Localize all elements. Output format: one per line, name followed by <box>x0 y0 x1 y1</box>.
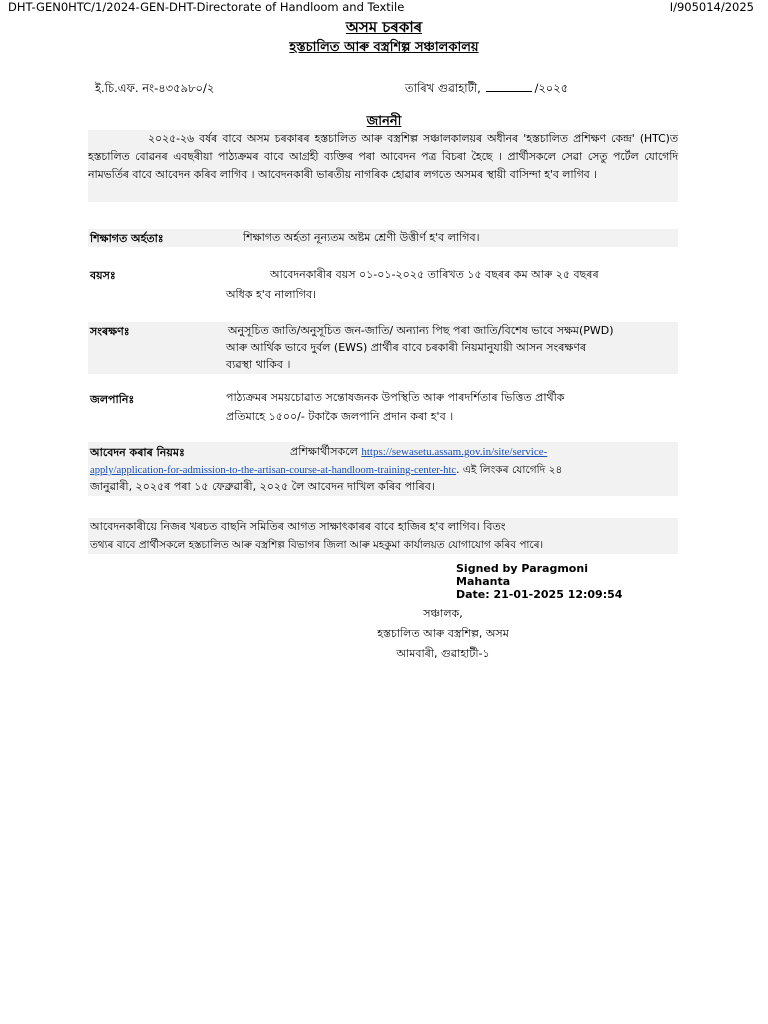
reservation-label: সংৰক্ষণঃ <box>90 325 130 338</box>
department-title: হস্তচালিত আৰু বস্ত্ৰশিল্প সঞ্চালকালয় <box>289 40 479 55</box>
stipend-label: জলপানিঃ <box>90 393 135 406</box>
signature-line-1: Signed by Paragmoni <box>456 562 588 575</box>
designation-block <box>0 604 768 664</box>
education-value: শিক্ষাগত অৰ্হতা নূন্যতম অষ্টম শ্ৰেণী উত্তীৰ্ণ হ'ব লাগিব। <box>243 231 480 244</box>
designation-office: হস্তচালিত আৰু বস্ত্ৰশিল্প, অসম <box>377 627 509 640</box>
age-line-1: আবেদনকাৰীৰ বয়স ০১-০১-২০২৫ তাৰিখত ১৫ বছৰৰ কম আৰু ২৫ বছৰৰ <box>270 268 599 281</box>
date-blank <box>486 81 532 92</box>
apply-line-3: জানুৱাৰী, ২০২৫ৰ পৰা ১৫ ফেব্ৰুৱাৰী, ২০২৫ লৈ আবেদন দাখিল কৰিব পাৰিব। <box>90 480 435 493</box>
notice-intro-text: ২০২৫-২৬ বৰ্ষৰ বাবে অসম চৰকাৰৰ হস্তচালিত আৰু বস্ত্ৰশিল্প সঞ্চালকালয়ৰ অধীনৰ 'হস্তচালিত প্ৰশিক্ষণ কেন্দ্ৰ' (HTC)ত হস্তচালিত বোৱনৰ এবছৰীয়া পাঠ্যক্ৰমৰ বাবে আগ্ৰহী ব্যক্তিৰ পৰা আবেদন পত্ৰ বিচৰা হৈছে । প্ৰাৰ্থীসকলে সেৱা সেতু পৰ্টেল যোগেদি নামভৰ্তিৰ বাবে আবেদন কৰিব লাগিব । আবেদনকাৰী ভাৰতীয় নাগৰিক হোৱাৰ লগতে অসমৰ স্থায়ী বাসিন্দা হ'ব লাগিব । <box>88 132 678 181</box>
apply-prefix: প্ৰশিক্ষাৰ্থীসকলে <box>290 445 358 458</box>
age-line-2: অধিক হ'ব নালাগিব। <box>226 288 317 301</box>
closing-line-1: আবেদনকাৰীয়ে নিজৰ খৰচত বাছনি সমিতিৰ আগত সাক্ষাৎকাৰৰ বাবে হাজিৰ হ'ব লাগিব। বিতং <box>90 520 506 533</box>
digital-signature <box>456 562 622 601</box>
age-label: বয়সঃ <box>90 269 116 282</box>
stipend-line-2: প্ৰতিমাহে ১৫০০/- টকাকৈ জলপানি প্ৰদান কৰা হ'ব । <box>226 410 454 423</box>
reservation-line-1: অনুসূচিত জাতি/অনুসূচিত জন-জাতি/ অন্যান্য পিছ পৰা জাতি/বিশেষ ভাবে সক্ষম(PWD) <box>228 324 614 337</box>
designation-address: আমবাৰী, গুৱাহাটী-১ <box>396 647 490 660</box>
apply-line-1 <box>290 443 547 461</box>
document-id: I/905014/2025 <box>669 0 754 14</box>
sewasetu-link-continued[interactable]: apply/application-for-admission-to-the-artisan-course-at-handloom-training-center-htc <box>90 465 457 476</box>
date-year: /২০২৫ <box>534 81 569 95</box>
signature-line-2: Mahanta <box>456 575 511 588</box>
signature-date: Date: 21-01-2025 12:09:54 <box>456 588 623 601</box>
apply-label: আবেদন কৰাৰ নিয়মঃ <box>90 446 185 459</box>
closing-line-2: তথ্যৰ বাবে প্ৰাৰ্থীসকলে হস্তচালিত আৰু বস্ত্ৰশিল্প বিভাগৰ জিলা আৰু মহকুমা কাৰ্যালয়ত যোগাযোগ কৰিব পাৰে। <box>90 539 544 551</box>
government-title: অসম চৰকাৰ <box>345 18 423 36</box>
stipend-line-1: পাঠ্যক্ৰমৰ সময়চোৱাত সন্তোষজনক উপস্থিতি আৰু পাৰদৰ্শিতাৰ ভিত্তিত প্ৰাৰ্থীক <box>226 391 565 404</box>
sewasetu-link[interactable]: https://sewasetu.assam.gov.in/site/service- <box>361 446 548 458</box>
reference-number: ই.চি.এফ. নং-৪৩৫৯৮০/২ <box>95 81 215 95</box>
date-line <box>405 80 568 99</box>
apply-suffix: . এই লিংকৰ যোগেদি ২৪ <box>456 464 563 476</box>
notice-intro-block <box>88 130 678 202</box>
reservation-line-3: ব্যৱস্থা থাকিব । <box>226 358 291 371</box>
notice-title: জাননী <box>366 114 402 129</box>
reservation-line-2: আৰু আৰ্থিক ভাবে দুৰ্বল (EWS) প্ৰাৰ্থীৰ বাবে চৰকাৰী নিয়মানুযায়ী আসন সংৰক্ষণৰ <box>226 341 587 354</box>
date-label: তাৰিখ গুৱাহাটী, <box>405 81 481 95</box>
designation-title: সঞ্চালক, <box>423 607 463 620</box>
education-label: শিক্ষাগত অৰ্হতাঃ <box>90 232 164 245</box>
document-reference-header: DHT-GEN0HTC/1/2024-GEN-DHT-Directorate of Handloom and Textile <box>8 0 405 14</box>
